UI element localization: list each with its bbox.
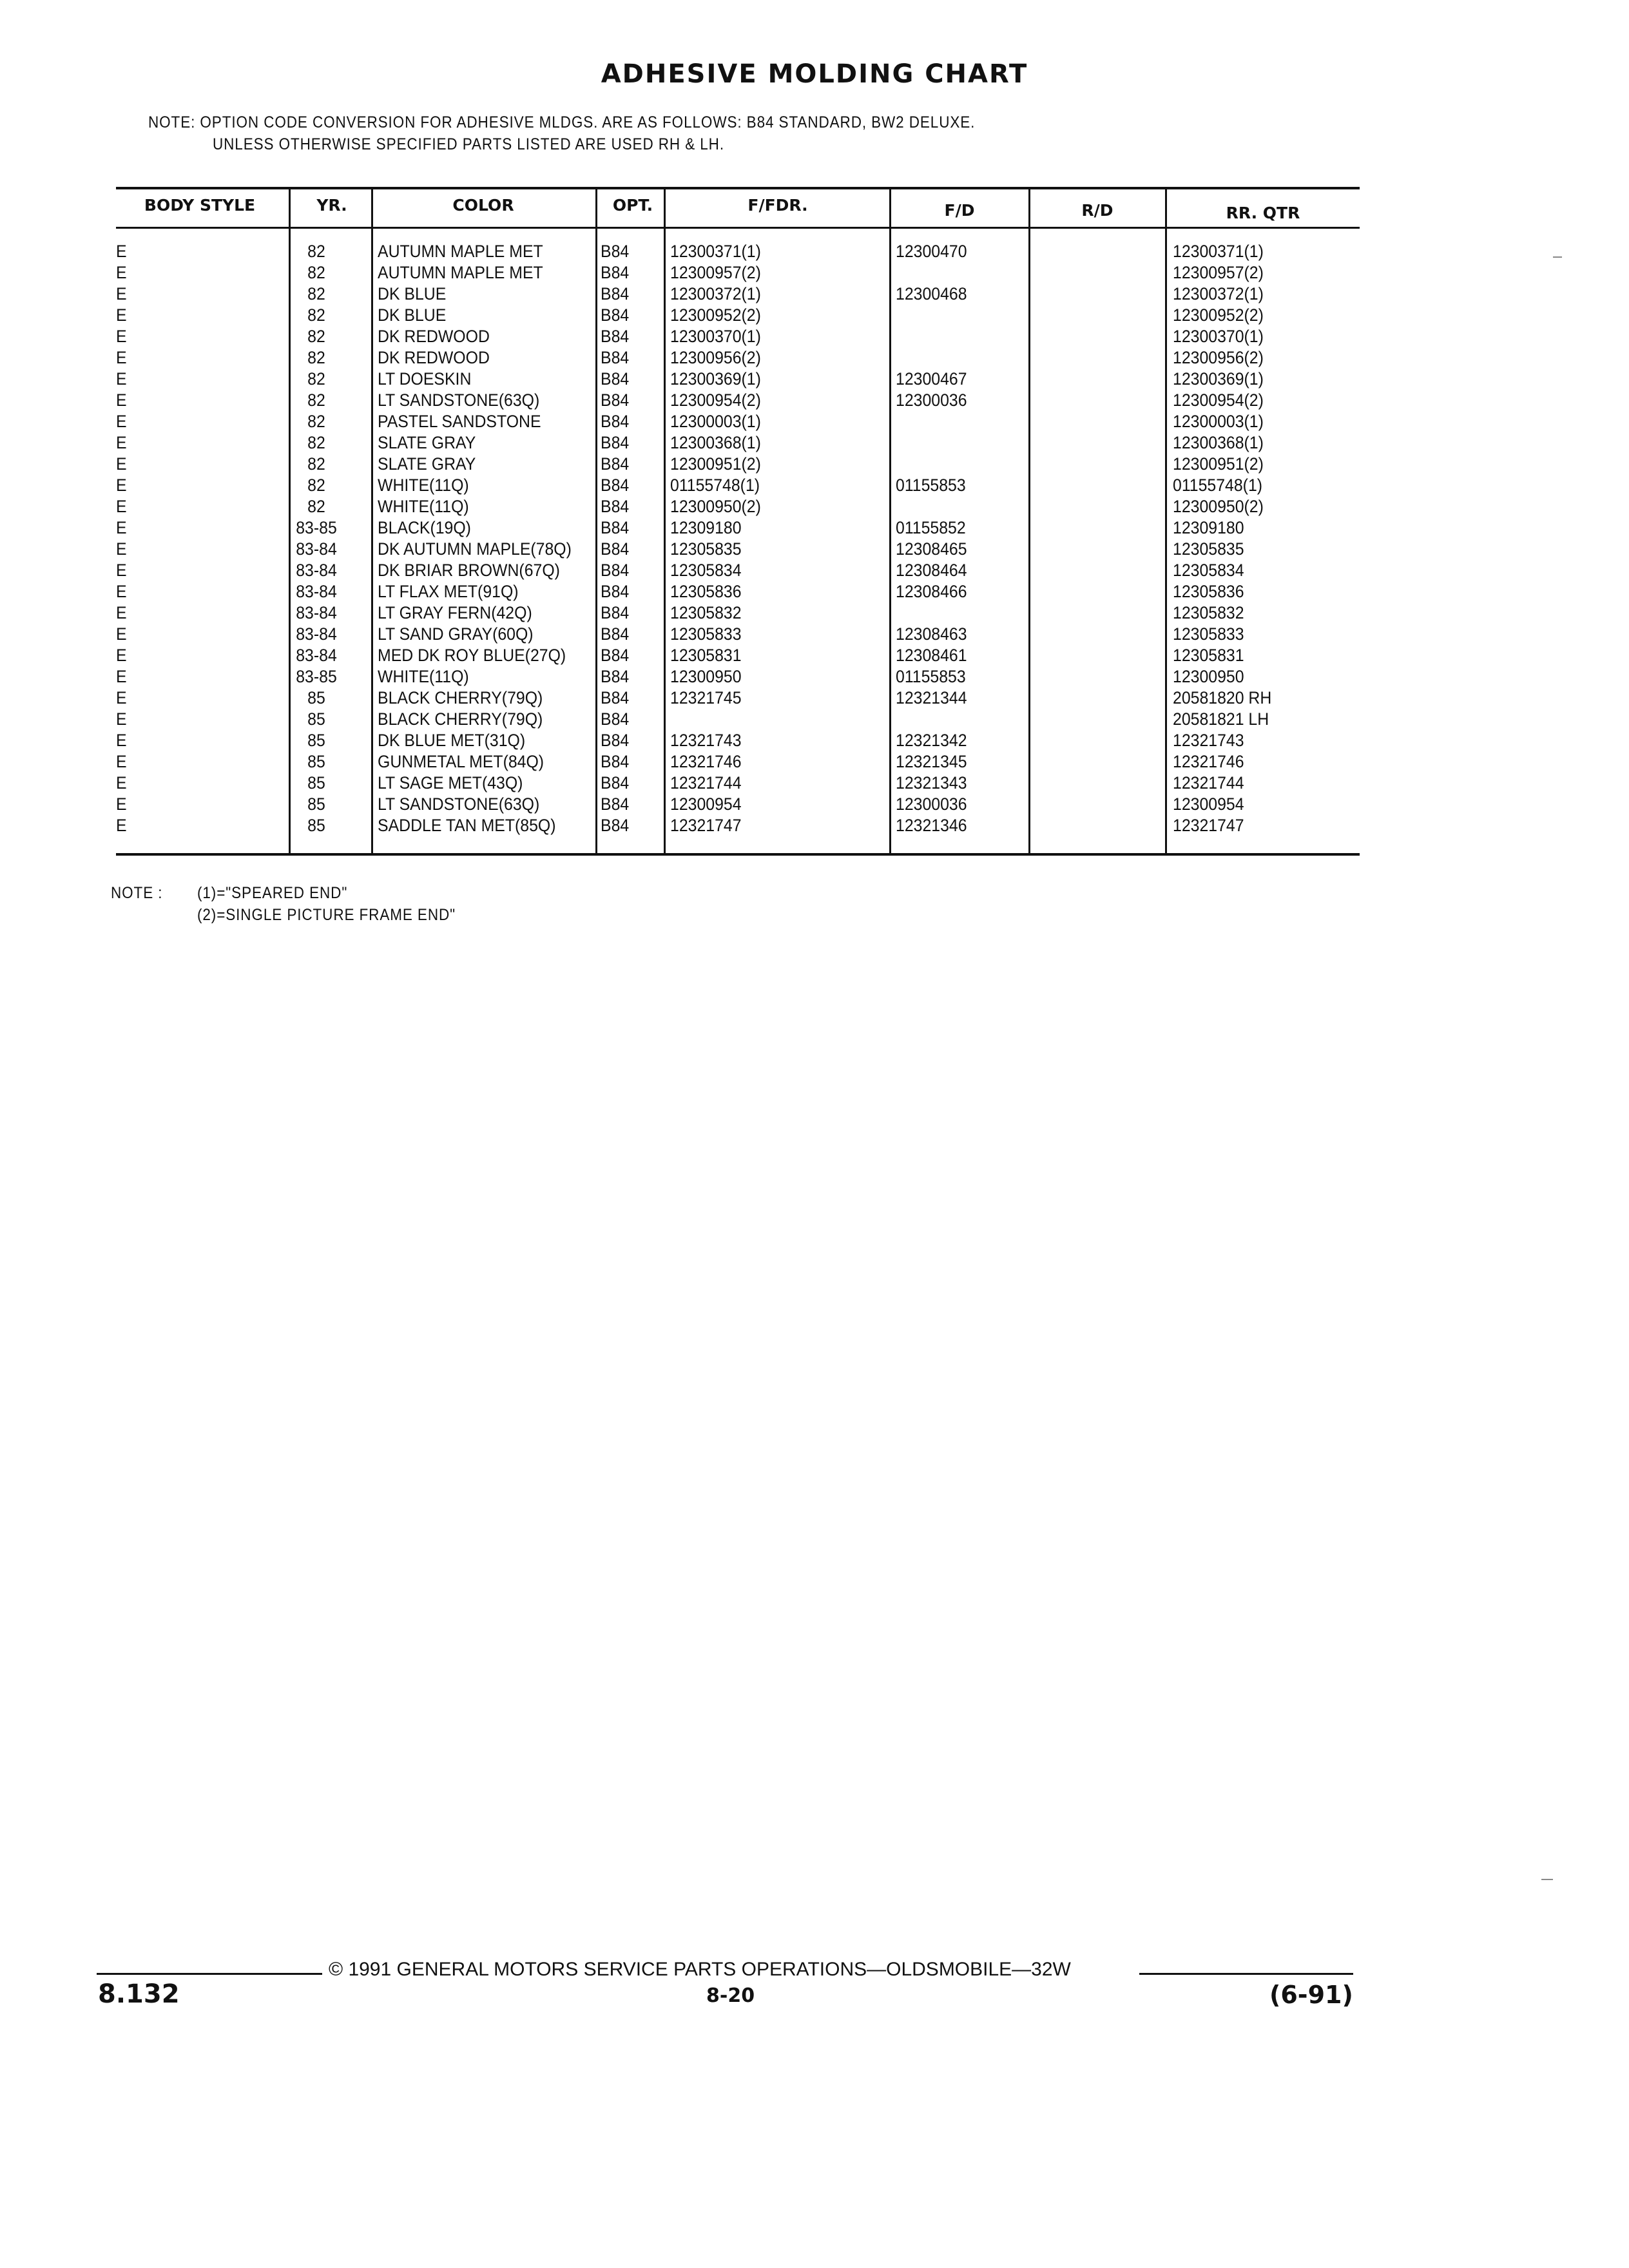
page-number: 8.132 (98, 1979, 180, 2009)
row-body-style: E (116, 773, 127, 793)
row-rear-quarter-part: 12300003(1) (1173, 412, 1264, 431)
row-option: B84 (601, 518, 630, 537)
scan-mark (1541, 1879, 1553, 1880)
row-color: WHITE(11Q) (378, 667, 469, 686)
row-option: B84 (601, 263, 630, 282)
row-color: DK BLUE MET(31Q) (378, 731, 526, 750)
table-row (116, 369, 1360, 390)
table-row (116, 815, 1360, 836)
row-body-style: E (116, 242, 127, 261)
row-front-door-part: 12308463 (896, 624, 967, 644)
row-body-style: E (116, 348, 127, 367)
row-front-fender-part: 12300368(1) (670, 433, 761, 452)
row-color: LT SAND GRAY(60Q) (378, 624, 534, 644)
table-row (116, 305, 1360, 326)
row-front-fender-part: 12300951(2) (670, 454, 761, 474)
row-body-style: E (116, 731, 127, 750)
row-year: 82 (307, 242, 325, 261)
row-option: B84 (601, 412, 630, 431)
header-year: YR. (316, 196, 347, 215)
row-body-style: E (116, 369, 127, 389)
row-rear-quarter-part: 12305835 (1173, 539, 1244, 559)
row-front-door-part: 12300470 (896, 242, 967, 261)
row-year: 82 (307, 305, 325, 325)
row-front-door-part: 12308464 (896, 561, 967, 580)
row-color: LT GRAY FERN(42Q) (378, 603, 532, 622)
row-front-door-part: 12300036 (896, 390, 967, 410)
row-front-fender-part: 12309180 (670, 518, 742, 537)
row-front-fender-part: 12305836 (670, 582, 742, 601)
table-row (116, 581, 1360, 602)
row-year: 85 (307, 752, 325, 771)
row-color: AUTUMN MAPLE MET (378, 242, 543, 261)
row-rear-quarter-part: 12305833 (1173, 624, 1244, 644)
row-rear-quarter-part: 12300368(1) (1173, 433, 1264, 452)
footnote-picture-frame-end: (2)=SINGLE PICTURE FRAME END" (197, 906, 456, 924)
row-body-style: E (116, 794, 127, 814)
table-row (116, 411, 1360, 432)
row-front-fender-part: 12305835 (670, 539, 742, 559)
row-option: B84 (601, 497, 630, 516)
row-option: B84 (601, 731, 630, 750)
header-rule (116, 227, 1360, 229)
row-front-door-part: 12308461 (896, 646, 967, 665)
table-row (116, 496, 1360, 517)
row-rear-quarter-part: 12300957(2) (1173, 263, 1264, 282)
row-front-fender-part: 12305832 (670, 603, 742, 622)
row-rear-quarter-part: 12300952(2) (1173, 305, 1264, 325)
table-row (116, 432, 1360, 454)
row-front-door-part: 12321342 (896, 731, 967, 750)
footer-rule-right (1139, 1973, 1353, 1975)
row-color: BLACK CHERRY(79Q) (378, 709, 543, 729)
row-front-door-part: 12321345 (896, 752, 967, 771)
row-front-door-part: 12308465 (896, 539, 967, 559)
row-front-fender-part: 12300954 (670, 794, 742, 814)
table-row (116, 326, 1360, 347)
row-year: 82 (307, 284, 325, 303)
row-color: LT SANDSTONE(63Q) (378, 794, 540, 814)
row-year: 85 (307, 688, 325, 707)
row-year: 82 (307, 497, 325, 516)
row-year: 82 (307, 348, 325, 367)
row-year: 82 (307, 369, 325, 389)
row-rear-quarter-part: 12321744 (1173, 773, 1244, 793)
row-year: 85 (307, 731, 325, 750)
header-rear-quarter: RR. QTR (1226, 204, 1300, 222)
table-row (116, 624, 1360, 645)
row-color: DK REDWOOD (378, 348, 490, 367)
row-front-fender-part: 12321743 (670, 731, 742, 750)
header-option: OPT. (612, 196, 653, 215)
row-front-fender-part: 12321746 (670, 752, 742, 771)
row-rear-quarter-part: 01155748(1) (1173, 476, 1263, 495)
row-option: B84 (601, 284, 630, 303)
row-color: LT SAGE MET(43Q) (378, 773, 523, 793)
row-front-door-part: 12308466 (896, 582, 967, 601)
row-front-fender-part: 12321747 (670, 816, 742, 835)
table-row (116, 602, 1360, 624)
row-rear-quarter-part: 12321746 (1173, 752, 1244, 771)
row-body-style: E (116, 603, 127, 622)
table-row (116, 751, 1360, 773)
row-body-style: E (116, 752, 127, 771)
row-rear-quarter-part: 20581820 RH (1173, 688, 1272, 707)
row-body-style: E (116, 646, 127, 665)
row-option: B84 (601, 476, 630, 495)
table-row (116, 284, 1360, 305)
row-year: 82 (307, 454, 325, 474)
page-title: ADHESIVE MOLDING CHART (601, 59, 1028, 89)
copyright-notice: © 1991 GENERAL MOTORS SERVICE PARTS OPERATIONS—OLDSMOBILE—32W (329, 1959, 1071, 1980)
header-body-style: BODY STYLE (144, 196, 256, 215)
revision-date: (6-91) (1269, 1981, 1353, 2009)
row-year: 82 (307, 433, 325, 452)
section-page-number: 8-20 (706, 1984, 755, 2007)
row-body-style: E (116, 327, 127, 346)
row-rear-quarter-part: 12300372(1) (1173, 284, 1264, 303)
row-front-door-part: 12300036 (896, 794, 967, 814)
row-front-door-part: 01155853 (896, 667, 966, 686)
row-body-style: E (116, 390, 127, 410)
row-year: 82 (307, 412, 325, 431)
row-front-fender-part: 12305831 (670, 646, 742, 665)
row-color: DK AUTUMN MAPLE(78Q) (378, 539, 572, 559)
row-year: 82 (307, 390, 325, 410)
row-front-door-part: 12321346 (896, 816, 967, 835)
row-front-fender-part: 12300954(2) (670, 390, 761, 410)
table-row (116, 454, 1360, 475)
row-body-style: E (116, 454, 127, 474)
row-rear-quarter-part: 12305836 (1173, 582, 1244, 601)
table-top-rule (116, 187, 1360, 189)
footnote-speared-end: (1)="SPEARED END" (197, 884, 348, 902)
row-option: B84 (601, 390, 630, 410)
scan-mark (1553, 256, 1562, 258)
header-rear-door: R/D (1081, 201, 1113, 220)
row-rear-quarter-part: 12321747 (1173, 816, 1244, 835)
row-body-style: E (116, 433, 127, 452)
row-body-style: E (116, 412, 127, 431)
row-option: B84 (601, 794, 630, 814)
row-rear-quarter-part: 12321743 (1173, 731, 1244, 750)
table-row (116, 539, 1360, 560)
row-option: B84 (601, 773, 630, 793)
row-body-style: E (116, 688, 127, 707)
row-color: DK BLUE (378, 284, 447, 303)
row-color: LT DOESKIN (378, 369, 472, 389)
row-rear-quarter-part: 12305834 (1173, 561, 1244, 580)
row-color: WHITE(11Q) (378, 476, 469, 495)
row-body-style: E (116, 518, 127, 537)
row-option: B84 (601, 688, 630, 707)
row-front-fender-part: 12305833 (670, 624, 742, 644)
row-year: 83-84 (296, 582, 337, 601)
row-rear-quarter-part: 12300954 (1173, 794, 1244, 814)
row-year: 83-85 (296, 667, 337, 686)
table-row (116, 773, 1360, 794)
row-body-style: E (116, 709, 127, 729)
table-row (116, 347, 1360, 369)
row-color: DK REDWOOD (378, 327, 490, 346)
row-year: 83-84 (296, 561, 337, 580)
row-body-style: E (116, 582, 127, 601)
row-rear-quarter-part: 20581821 LH (1173, 709, 1269, 729)
row-option: B84 (601, 624, 630, 644)
row-front-fender-part: 12321745 (670, 688, 742, 707)
row-body-style: E (116, 667, 127, 686)
row-rear-quarter-part: 12300371(1) (1173, 242, 1264, 261)
row-year: 82 (307, 476, 325, 495)
row-option: B84 (601, 603, 630, 622)
row-color: SADDLE TAN MET(85Q) (378, 816, 556, 835)
row-rear-quarter-part: 12300950(2) (1173, 497, 1264, 516)
row-year: 83-84 (296, 603, 337, 622)
row-front-door-part: 12321343 (896, 773, 967, 793)
table-row (116, 645, 1360, 666)
row-front-fender-part: 12300003(1) (670, 412, 761, 431)
row-rear-quarter-part: 12309180 (1173, 518, 1244, 537)
row-option: B84 (601, 816, 630, 835)
row-color: DK BLUE (378, 305, 447, 325)
row-option: B84 (601, 454, 630, 474)
row-body-style: E (116, 305, 127, 325)
row-rear-quarter-part: 12300950 (1173, 667, 1244, 686)
row-body-style: E (116, 284, 127, 303)
row-front-fender-part: 12300370(1) (670, 327, 761, 346)
row-front-fender-part: 12300950 (670, 667, 742, 686)
row-color: DK BRIAR BROWN(67Q) (378, 561, 560, 580)
row-year: 85 (307, 709, 325, 729)
row-option: B84 (601, 242, 630, 261)
row-rear-quarter-part: 12300956(2) (1173, 348, 1264, 367)
row-color: GUNMETAL MET(84Q) (378, 752, 545, 771)
row-color: WHITE(11Q) (378, 497, 469, 516)
row-year: 83-84 (296, 646, 337, 665)
row-color: MED DK ROY BLUE(27Q) (378, 646, 566, 665)
row-front-fender-part: 01155748(1) (670, 476, 760, 495)
row-color: AUTUMN MAPLE MET (378, 263, 543, 282)
row-body-style: E (116, 816, 127, 835)
row-front-fender-part: 12300956(2) (670, 348, 761, 367)
row-color: SLATE GRAY (378, 433, 476, 452)
table-bottom-rule (116, 853, 1360, 856)
footnote-label: NOTE : (111, 884, 163, 902)
row-year: 82 (307, 263, 325, 282)
row-color: LT SANDSTONE(63Q) (378, 390, 540, 410)
row-rear-quarter-part: 12305832 (1173, 603, 1244, 622)
row-front-door-part: 01155852 (896, 518, 966, 537)
table-row (116, 475, 1360, 496)
row-front-fender-part: 12300952(2) (670, 305, 761, 325)
row-front-fender-part: 12300950(2) (670, 497, 761, 516)
row-rear-quarter-part: 12300954(2) (1173, 390, 1264, 410)
option-code-note: NOTE: OPTION CODE CONVERSION FOR ADHESIVE MLDGS. ARE AS FOLLOWS: B84 STANDARD, BW2 DELUXE. (148, 113, 976, 131)
row-year: 85 (307, 816, 325, 835)
table-row (116, 666, 1360, 687)
row-front-door-part: 12321344 (896, 688, 967, 707)
row-option: B84 (601, 369, 630, 389)
row-rear-quarter-part: 12300951(2) (1173, 454, 1264, 474)
row-option: B84 (601, 709, 630, 729)
row-body-style: E (116, 476, 127, 495)
row-body-style: E (116, 561, 127, 580)
header-front-fender: F/FDR. (747, 196, 808, 215)
row-option: B84 (601, 667, 630, 686)
row-front-door-part: 12300468 (896, 284, 967, 303)
row-front-door-part: 01155853 (896, 476, 966, 495)
row-body-style: E (116, 624, 127, 644)
usage-note: UNLESS OTHERWISE SPECIFIED PARTS LISTED ARE USED RH & LH. (213, 135, 724, 153)
table-row (116, 241, 1360, 262)
row-rear-quarter-part: 12300369(1) (1173, 369, 1264, 389)
row-option: B84 (601, 646, 630, 665)
table-row (116, 560, 1360, 581)
row-year: 85 (307, 794, 325, 814)
table-row (116, 517, 1360, 539)
header-front-door: F/D (944, 201, 975, 220)
row-color: BLACK(19Q) (378, 518, 471, 537)
table-row (116, 794, 1360, 815)
row-color: LT FLAX MET(91Q) (378, 582, 519, 601)
row-option: B84 (601, 539, 630, 559)
row-body-style: E (116, 263, 127, 282)
row-color: SLATE GRAY (378, 454, 476, 474)
row-option: B84 (601, 327, 630, 346)
row-rear-quarter-part: 12305831 (1173, 646, 1244, 665)
row-year: 83-85 (296, 518, 337, 537)
table-row (116, 709, 1360, 730)
row-front-fender-part: 12305834 (670, 561, 742, 580)
row-option: B84 (601, 752, 630, 771)
table-row (116, 687, 1360, 709)
row-option: B84 (601, 433, 630, 452)
row-option: B84 (601, 561, 630, 580)
row-front-fender-part: 12300957(2) (670, 263, 761, 282)
row-front-door-part: 12300467 (896, 369, 967, 389)
row-option: B84 (601, 305, 630, 325)
table-row (116, 730, 1360, 751)
row-year: 83-84 (296, 539, 337, 559)
row-color: PASTEL SANDSTONE (378, 412, 541, 431)
row-body-style: E (116, 497, 127, 516)
molding-table (116, 187, 1360, 857)
row-year: 83-84 (296, 624, 337, 644)
row-year: 85 (307, 773, 325, 793)
row-front-fender-part: 12300369(1) (670, 369, 761, 389)
row-color: BLACK CHERRY(79Q) (378, 688, 543, 707)
row-year: 82 (307, 327, 325, 346)
row-option: B84 (601, 582, 630, 601)
footer-rule-left (97, 1973, 322, 1975)
row-front-fender-part: 12300372(1) (670, 284, 761, 303)
row-rear-quarter-part: 12300370(1) (1173, 327, 1264, 346)
table-row (116, 262, 1360, 284)
row-front-fender-part: 12321744 (670, 773, 742, 793)
row-front-fender-part: 12300371(1) (670, 242, 761, 261)
header-color: COLOR (452, 196, 514, 215)
row-option: B84 (601, 348, 630, 367)
table-row (116, 390, 1360, 411)
row-body-style: E (116, 539, 127, 559)
